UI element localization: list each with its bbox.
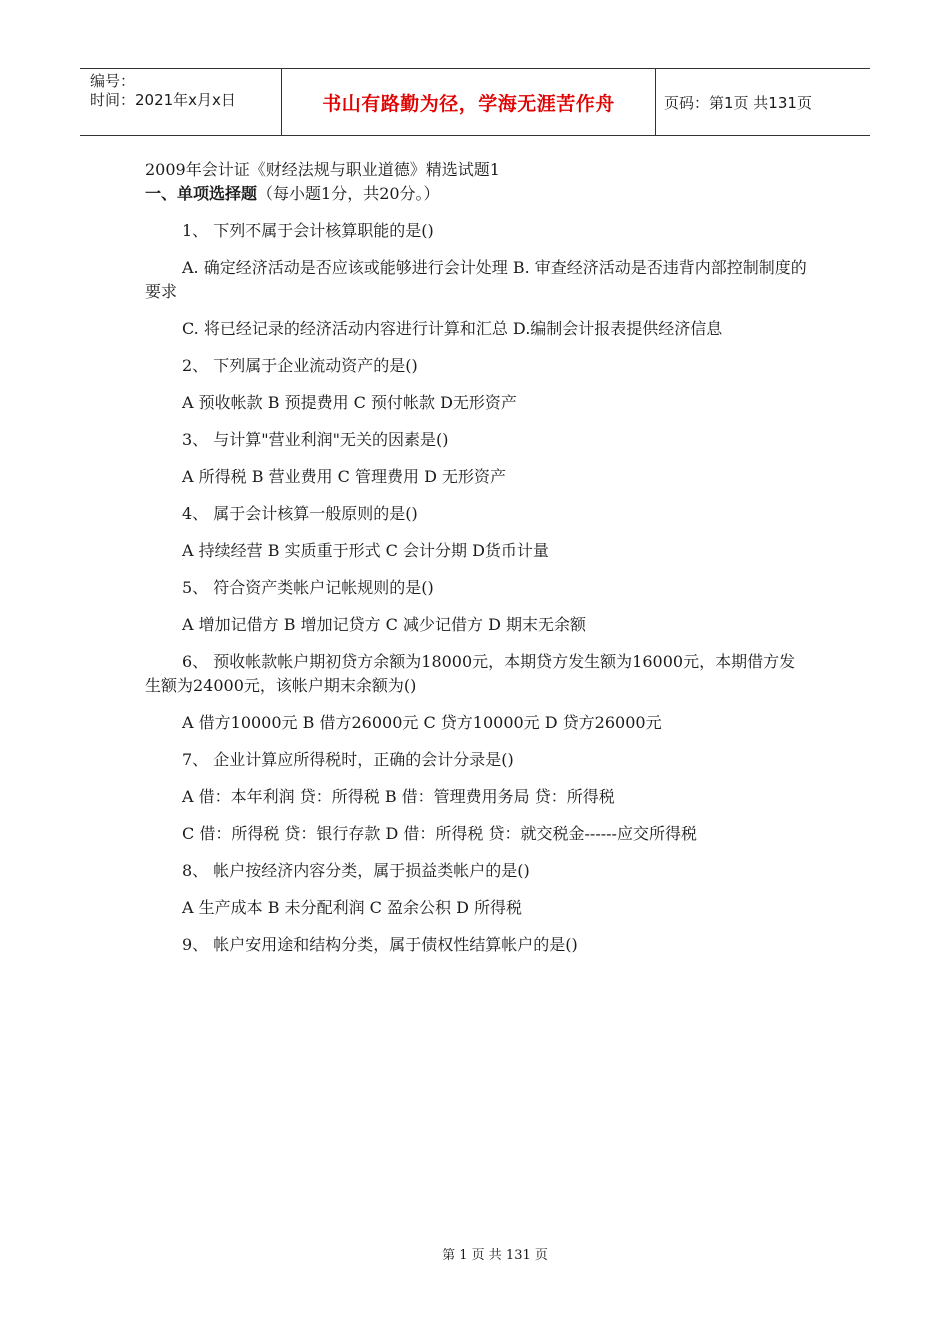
header-meta	[80, 69, 282, 135]
document-title: 2009年会计证《财经法规与职业道德》精选试题1	[145, 160, 500, 179]
options-6: A 借方10000元 B 借方26000元 C 贷方10000元 D 贷方26000元	[182, 713, 662, 732]
options-7-ab: A 借：本年利润 贷：所得税 B 借：管理费用务局 贷：所得税	[182, 787, 615, 806]
options-7-cd: C 借：所得税 贷：银行存款 D 借：所得税 贷：就交税金------应交所得税	[182, 824, 697, 843]
document-body	[145, 158, 810, 957]
header-date-label: 时间：2021年x月x日	[90, 91, 236, 109]
document-header	[80, 68, 870, 136]
question-3: 3、 与计算"营业利润"无关的因素是()	[182, 430, 449, 449]
header-page-info-cell	[656, 69, 870, 135]
question-9: 9、 帐户安用途和结构分类，属于债权性结算帐户的是()	[182, 935, 578, 954]
question-7: 7、 企业计算应所得税时，正确的会计分录是()	[182, 750, 514, 769]
options-4: A 持续经营 B 实质重于形式 C 会计分期 D货币计量	[182, 541, 549, 560]
options-1-ab: A. 确定经济活动是否应该或能够进行会计处理 B. 审查经济活动是否违背内部控制制度的要求	[145, 258, 807, 301]
question-6: 6、 预收帐款帐户期初贷方余额为18000元，本期贷方发生额为16000元，本期借方发生额为24000元，该帐户期末余额为()	[145, 652, 796, 695]
section-heading	[145, 182, 810, 206]
section-heading-note: （每小题1分，共20分。）	[257, 184, 440, 203]
options-8: A 生产成本 B 未分配利润 C 盈余公积 D 所得税	[182, 898, 522, 917]
options-1-cd: C. 将已经记录的经济活动内容进行计算和汇总 D.编制会计报表提供经济信息	[182, 319, 723, 338]
options-3: A 所得税 B 营业费用 C 管理费用 D 无形资产	[182, 467, 506, 486]
options-5: A 增加记借方 B 增加记贷方 C 减少记借方 D 期末无余额	[182, 615, 586, 634]
header-motto: 书山有路勤为径，学海无涯苦作舟	[322, 92, 615, 115]
question-8: 8、 帐户按经济内容分类，属于损益类帐户的是()	[182, 861, 530, 880]
options-2: A 预收帐款 B 预提费用 C 预付帐款 D无形资产	[182, 393, 517, 412]
header-number-label: 编号：	[90, 72, 136, 90]
question-2: 2、 下列属于企业流动资产的是()	[182, 356, 418, 375]
page-footer: 第 1 页 共 131 页	[442, 1248, 548, 1263]
header-page-info: 页码：第1页 共131页	[664, 93, 812, 112]
question-5: 5、 符合资产类帐户记帐规则的是()	[182, 578, 434, 597]
question-4: 4、 属于会计核算一般原则的是()	[182, 504, 418, 523]
header-motto-cell	[282, 69, 656, 135]
section-heading-title: 一、单项选择题	[145, 184, 258, 203]
question-1: 1、 下列不属于会计核算职能的是()	[182, 221, 434, 240]
